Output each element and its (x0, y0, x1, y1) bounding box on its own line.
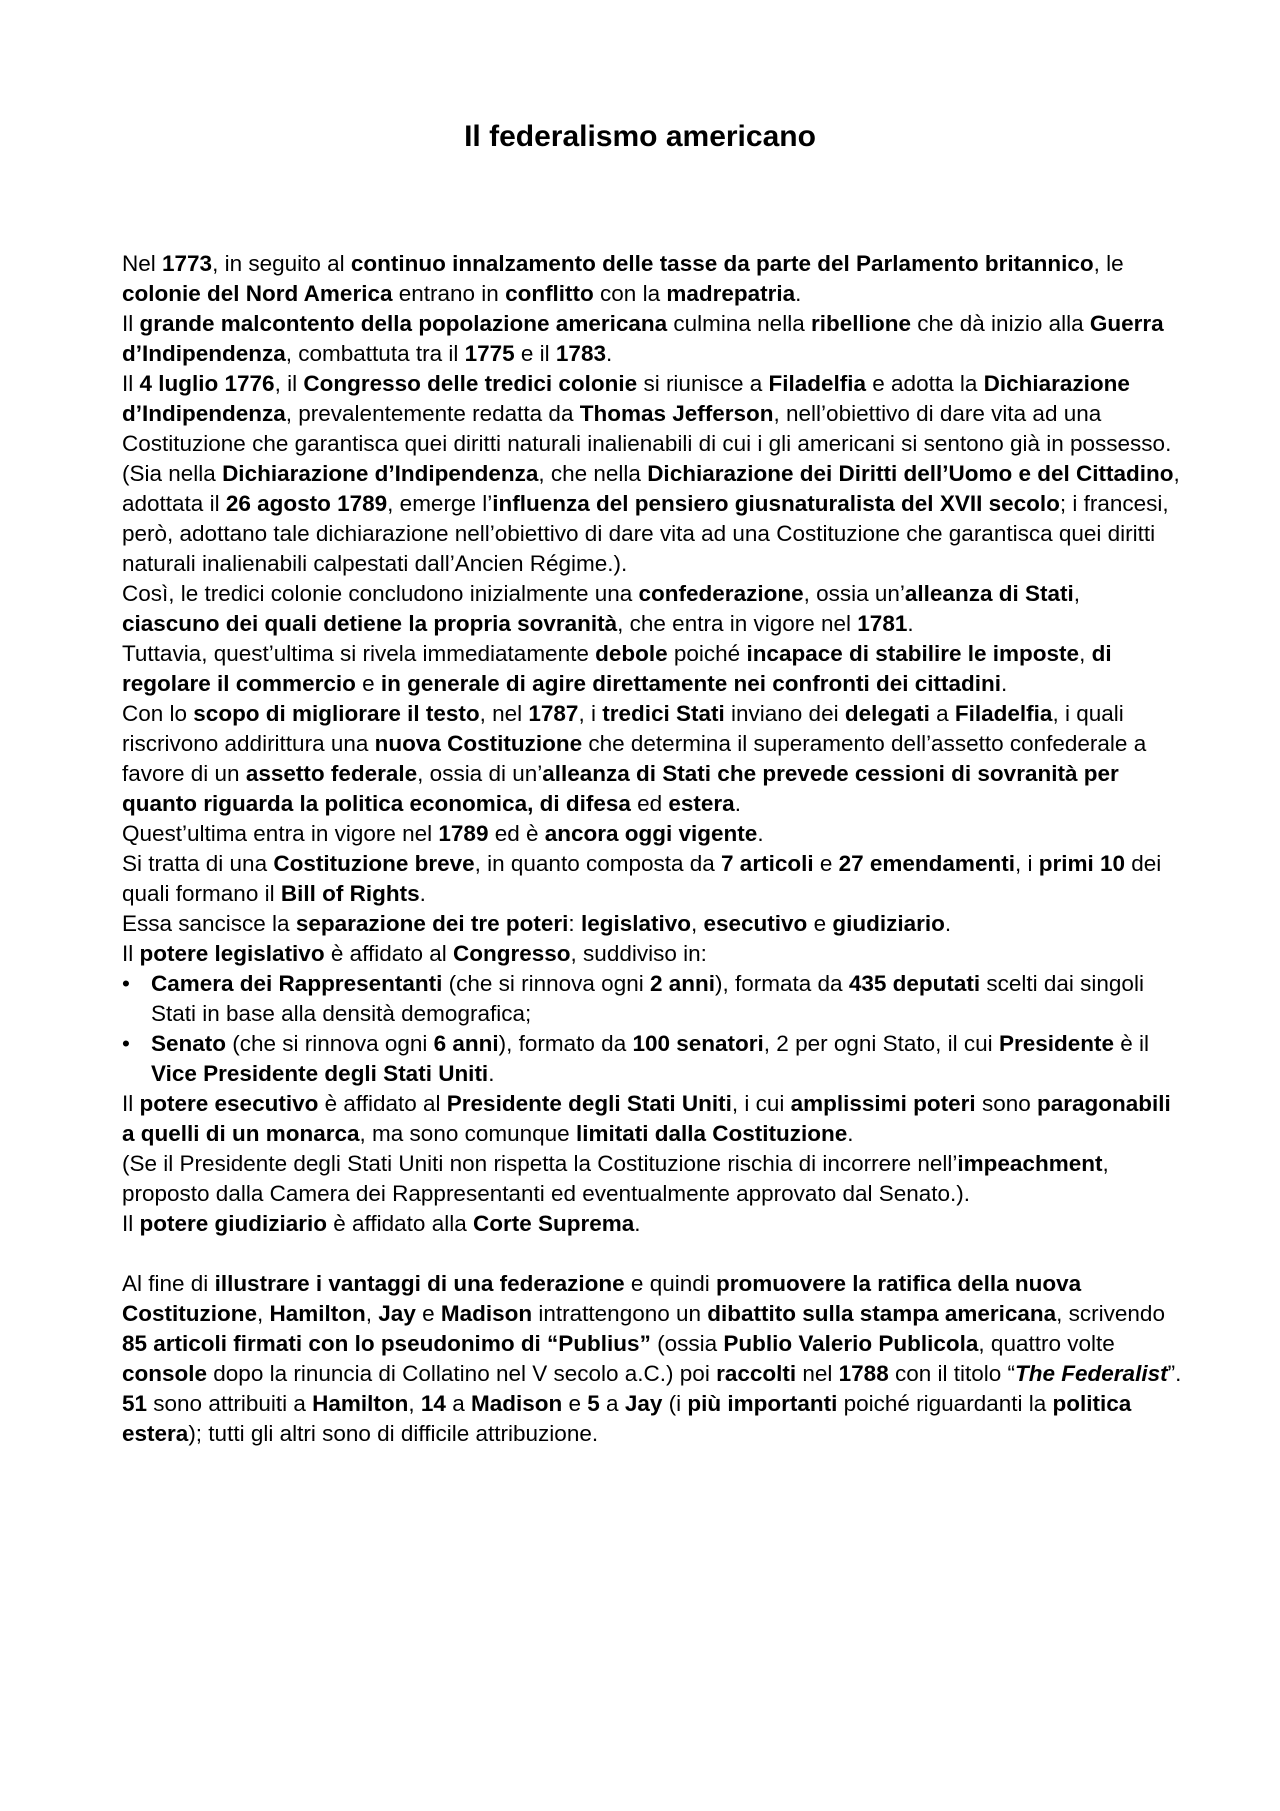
text-run: e adotta la (866, 371, 984, 396)
text-run: , nell’obiettivo di dare vita ad una Costituzione che garantisca quei diritti naturali inalienabili di cui i gli americani si sentono già in possesso. (122, 401, 1172, 456)
emphasis-text: estera (668, 791, 735, 816)
text-run: . (488, 1061, 495, 1086)
text-run: . (757, 821, 764, 846)
emphasis-text: assetto federale (245, 761, 418, 786)
emphasis-text: 7 articoli (721, 851, 814, 876)
text-run: , scrivendo (1056, 1301, 1165, 1326)
emphasis-text: Jay (624, 1391, 663, 1416)
emphasis-text: potere esecutivo (139, 1091, 319, 1116)
emphasis-text: esecutivo (703, 911, 808, 936)
paragraph (122, 579, 1182, 639)
emphasis-text: legislativo (580, 911, 691, 936)
page-title: Il federalismo americano (464, 120, 816, 153)
emphasis-text: 4 luglio 1776 (139, 371, 275, 396)
paragraph (122, 1149, 1182, 1209)
text-run: poiché (667, 641, 747, 666)
paragraph (122, 1089, 1182, 1149)
text-run: Essa sancisce la (122, 911, 296, 936)
emphasis-text: Jay (378, 1301, 416, 1326)
text-run: , i quali riscrivono addirittura una (122, 701, 1124, 756)
text-run: , nel (479, 701, 529, 726)
text-run: e quindi (624, 1271, 716, 1296)
document-body (122, 249, 1182, 1449)
text-run: , (408, 1391, 421, 1416)
text-run: Si tratta di una (122, 851, 274, 876)
emphasis-text: delegati (844, 701, 930, 726)
emphasis-text: amplissimi poteri (790, 1091, 976, 1116)
text-run: ed è (488, 821, 545, 846)
emphasis-text: Camera dei Rappresentanti (151, 971, 443, 996)
emphasis-text: 1781 (857, 611, 908, 636)
emphasis-text: Madison (470, 1391, 563, 1416)
text-run: ), formata da (715, 971, 849, 996)
text-run: Il (122, 1211, 140, 1236)
emphasis-text: Thomas Jefferson (579, 401, 774, 426)
text-run: è affidato al (318, 1091, 447, 1116)
bullet-icon: • (122, 1031, 130, 1056)
text-run: Quest’ultima entra in vigore nel (122, 821, 439, 846)
text-run: (i (662, 1391, 688, 1416)
list-item (122, 1029, 1182, 1089)
emphasis-text: Filadelfia (954, 701, 1053, 726)
paragraph (122, 459, 1182, 579)
text-run: , quattro volte (978, 1331, 1115, 1356)
text-run: , (365, 1301, 379, 1326)
emphasis-text: 26 agosto 1789 (225, 491, 388, 516)
emphasis-text: Vice Presidente degli Stati Uniti (151, 1061, 489, 1086)
paragraph (122, 699, 1182, 819)
text-run: , (257, 1301, 270, 1326)
text-run: che determina il superamento dell’assetto confederale a favore di un (122, 731, 1147, 786)
text-run: con la (593, 281, 667, 306)
text-run: , suddiviso in: (570, 941, 707, 966)
emphasis-text: 1775 (464, 341, 515, 366)
emphasis-text: giudiziario (832, 911, 945, 936)
text-run: , i cui (731, 1091, 791, 1116)
paragraph (122, 1209, 1182, 1239)
text-run: , (690, 911, 704, 936)
paragraph (122, 939, 1182, 969)
emphasis-text: Hamilton (269, 1301, 366, 1326)
paragraph (122, 309, 1182, 369)
emphasis-text: 1788 (838, 1361, 889, 1386)
emphasis-text: impeachment (957, 1151, 1103, 1176)
text-run: , combattuta tra il (285, 341, 465, 366)
text-run: e (813, 851, 839, 876)
emphasis-text: paragonabili a quelli di un monarca (122, 1091, 1171, 1146)
emphasis-text: in generale di agire direttamente nei confronti dei cittadini (380, 671, 1002, 696)
text-run: , prevalentemente redatta da (285, 401, 580, 426)
emphasis-text: grande malcontento della popolazione americana (139, 311, 668, 336)
text-run: , in quanto composta da (474, 851, 722, 876)
emphasis-text: influenza del pensiero giusnaturalista del XVII secolo (492, 491, 1060, 516)
text-run: (Sia nella (122, 461, 223, 486)
emphasis-text: alleanza di Stati (904, 581, 1074, 606)
emphasis-text: 5 (587, 1391, 600, 1416)
text-run: . (944, 911, 952, 936)
emphasis-text: promuovere la ratifica della nuova Costituzione (122, 1271, 1082, 1326)
emphasis-text: Dichiarazione dei Diritti dell’Uomo e del Cittadino (647, 461, 1174, 486)
text-run: , proposto dalla Camera dei Rappresentanti ed eventualmente approvato dal Senato.). (122, 1151, 1109, 1206)
emphasis-text: Bill of Rights (280, 881, 420, 906)
emphasis-text: 6 anni (433, 1031, 499, 1056)
text-run: , ossia di un’ (417, 761, 543, 786)
text-run: è affidato al (324, 941, 454, 966)
text-run: Tuttavia, quest’ultima si rivela immediatamente (122, 641, 596, 666)
emphasis-text: 27 emendamenti (838, 851, 1015, 876)
emphasis-text: Guerra d’Indipendenza (122, 311, 1164, 366)
text-run: Così, le tredici colonie concludono inizialmente una (122, 581, 639, 606)
text-run: si riunisce a (637, 371, 769, 396)
text-run: , i (578, 701, 603, 726)
paragraph (122, 1389, 1182, 1449)
text-run: , le (1093, 251, 1124, 276)
emphasis-text: 1783 (555, 341, 606, 366)
emphasis-text: colonie del Nord America (122, 281, 393, 306)
emphasis-text: ciascuno dei quali detiene la propria sovranità (122, 611, 618, 636)
text-run: ; i francesi, però, adottano tale dichiarazione nell’obiettivo di dare vita ad una Costituzione che garantisca quei diritti naturali inalienabili calpestati dall’Ancien Régime.). (122, 491, 1169, 576)
emphasis-text: Hamilton (312, 1391, 409, 1416)
emphasis-text: 51 (122, 1391, 148, 1416)
emphasis-text: potere giudiziario (139, 1211, 328, 1236)
emphasis-text: separazione dei tre poteri (295, 911, 569, 936)
text-run: , ossia un’ (803, 581, 905, 606)
text-run: e (807, 911, 833, 936)
text-run: , (1073, 581, 1080, 606)
text-run: Con lo (122, 701, 194, 726)
emphasis-text: Presidente (998, 1031, 1114, 1056)
emphasis-text: dibattito sulla stampa americana (707, 1301, 1057, 1326)
text-run: . (419, 881, 426, 906)
text-run: . (605, 341, 613, 366)
text-run: Al fine di (122, 1271, 215, 1296)
emphasis-text: 85 articoli firmati con lo pseudonimo di “Publius” (122, 1331, 651, 1356)
text-run: a (445, 1391, 471, 1416)
text-run: e (415, 1301, 441, 1326)
emphasis-text: 100 senatori (632, 1031, 764, 1056)
emphasis-text: scopo di migliorare il testo (193, 701, 480, 726)
text-run: e (562, 1391, 588, 1416)
emphasis-text: debole (595, 641, 668, 666)
emphasis-text: Costituzione breve (273, 851, 475, 876)
text-run: (che si rinnova ogni (442, 971, 650, 996)
emphasis-text: Publio Valerio Publicola (723, 1331, 979, 1356)
emphasis-text: Congresso (453, 941, 571, 966)
text-run: Nel (122, 251, 163, 276)
text-run: . (1001, 671, 1008, 696)
text-run: entrano in (392, 281, 506, 306)
text-run: , adottata il (122, 461, 1180, 516)
text-run: è il (1114, 1031, 1150, 1056)
emphasis-text: Senato (151, 1031, 227, 1056)
text-run: inviano dei (724, 701, 845, 726)
text-run: ), formato da (498, 1031, 633, 1056)
text-run: (che si rinnova ogni (226, 1031, 434, 1056)
list-item (122, 969, 1182, 1029)
emphasis-text: 1773 (162, 251, 213, 276)
emphasis-text: ribellione (810, 311, 911, 336)
text-run: Il (122, 371, 140, 396)
text-run: (Se il Presidente degli Stati Uniti non rispetta la Costituzione rischia di incorrere nell’ (122, 1151, 958, 1176)
bullet-icon: • (122, 971, 130, 996)
emphasis-text: 1787 (528, 701, 579, 726)
emphasis-text: limitati dalla Costituzione (575, 1121, 848, 1146)
emphasis-text: di regolare il commercio (122, 641, 1112, 696)
text-run: dopo la rinuncia di Collatino nel V secolo a.C.) poi (207, 1361, 717, 1386)
emphasis-text: alleanza di Stati che prevede cessioni di sovranità per quanto riguarda la politica economica, di difesa (122, 761, 1119, 816)
text-run: ”. (1167, 1361, 1182, 1386)
emphasis-text: Congresso delle tredici colonie (303, 371, 638, 396)
emphasis-text: 435 deputati (848, 971, 981, 996)
text-run: . (795, 281, 802, 306)
text-run: a (929, 701, 955, 726)
emphasis-text: politica estera (122, 1391, 1132, 1446)
emphasis-text: 14 (420, 1391, 446, 1416)
paragraph (122, 369, 1182, 459)
emphasis-text: più importanti (687, 1391, 838, 1416)
text-run: . (634, 1211, 641, 1236)
text-run: Il (122, 941, 140, 966)
emphasis-text: conflitto (505, 281, 594, 306)
emphasis-text: incapace di stabilire le imposte (746, 641, 1080, 666)
emphasis-text: primi 10 (1038, 851, 1126, 876)
text-run: a (599, 1391, 625, 1416)
emphasis-text: nuova Costituzione (374, 731, 583, 756)
text-run: sono attribuiti a (147, 1391, 313, 1416)
text-run: intrattengono un (532, 1301, 708, 1326)
text-run: ed (630, 791, 669, 816)
text-run: . (734, 791, 741, 816)
emphasis-text: Corte Suprema (472, 1211, 635, 1236)
emphasis-text: madrepatria (666, 281, 796, 306)
text-run: . (907, 611, 914, 636)
emphasis-text: Presidente degli Stati Uniti (446, 1091, 732, 1116)
emphasis-text: Filadelfia (768, 371, 867, 396)
emphasis-text: illustrare i vantaggi di una federazione (214, 1271, 625, 1296)
text-run: e (355, 671, 381, 696)
emphasis-text: console (122, 1361, 208, 1386)
text-run: ); tutti gli altri sono di difficile attribuzione. (188, 1421, 599, 1446)
text-run: : (568, 911, 581, 936)
paragraph (122, 819, 1182, 849)
emphasis-text: continuo innalzamento delle tasse da parte del Parlamento britannico (350, 251, 1094, 276)
text-run: sono (975, 1091, 1037, 1116)
text-run: (ossia (650, 1331, 724, 1356)
text-run: con il titolo “ (888, 1361, 1016, 1386)
emphasis-text: Dichiarazione d’Indipendenza (222, 461, 539, 486)
text-run: , ma sono comunque (359, 1121, 576, 1146)
emphasis-text: Madison (440, 1301, 533, 1326)
text-run: Il (122, 1091, 140, 1116)
text-run: , in seguito al (212, 251, 351, 276)
text-run: , che entra in vigore nel (617, 611, 858, 636)
paragraph (122, 639, 1182, 699)
emphasis-text: raccolti (716, 1361, 797, 1386)
text-run: poiché riguardanti la (837, 1391, 1053, 1416)
text-run: che dà inizio alla (911, 311, 1090, 336)
paragraph (122, 1269, 1182, 1389)
text-run: è affidato alla (327, 1211, 473, 1236)
emphasis-text: tredici Stati (602, 701, 725, 726)
text-run: , i (1014, 851, 1039, 876)
paragraph (122, 909, 1182, 939)
text-run: , il (274, 371, 304, 396)
emphasis-text: The Federalist (1015, 1361, 1168, 1386)
emphasis-text: potere legislativo (139, 941, 325, 966)
text-run: , emerge l’ (387, 491, 493, 516)
emphasis-text: 2 anni (649, 971, 715, 996)
emphasis-text: Dichiarazione d’Indipendenza (122, 371, 1130, 426)
text-run: scelti dai singoli Stati in base alla densità demografica; (151, 971, 1144, 1026)
paragraph (122, 249, 1182, 309)
text-run: , che nella (538, 461, 648, 486)
emphasis-text: 1789 (438, 821, 489, 846)
text-run: Il (122, 311, 140, 336)
text-run: dei quali formano il (122, 851, 1162, 906)
bullet-list (122, 969, 1182, 1089)
paragraph (122, 849, 1182, 909)
text-run: culmina nella (667, 311, 811, 336)
text-run: e il (514, 341, 556, 366)
text-run: , 2 per ogni Stato, il cui (763, 1031, 999, 1056)
emphasis-text: ancora oggi vigente (544, 821, 758, 846)
text-run: , (1079, 641, 1092, 666)
text-run: nel (796, 1361, 839, 1386)
text-run: . (847, 1121, 854, 1146)
emphasis-text: confederazione (638, 581, 804, 606)
